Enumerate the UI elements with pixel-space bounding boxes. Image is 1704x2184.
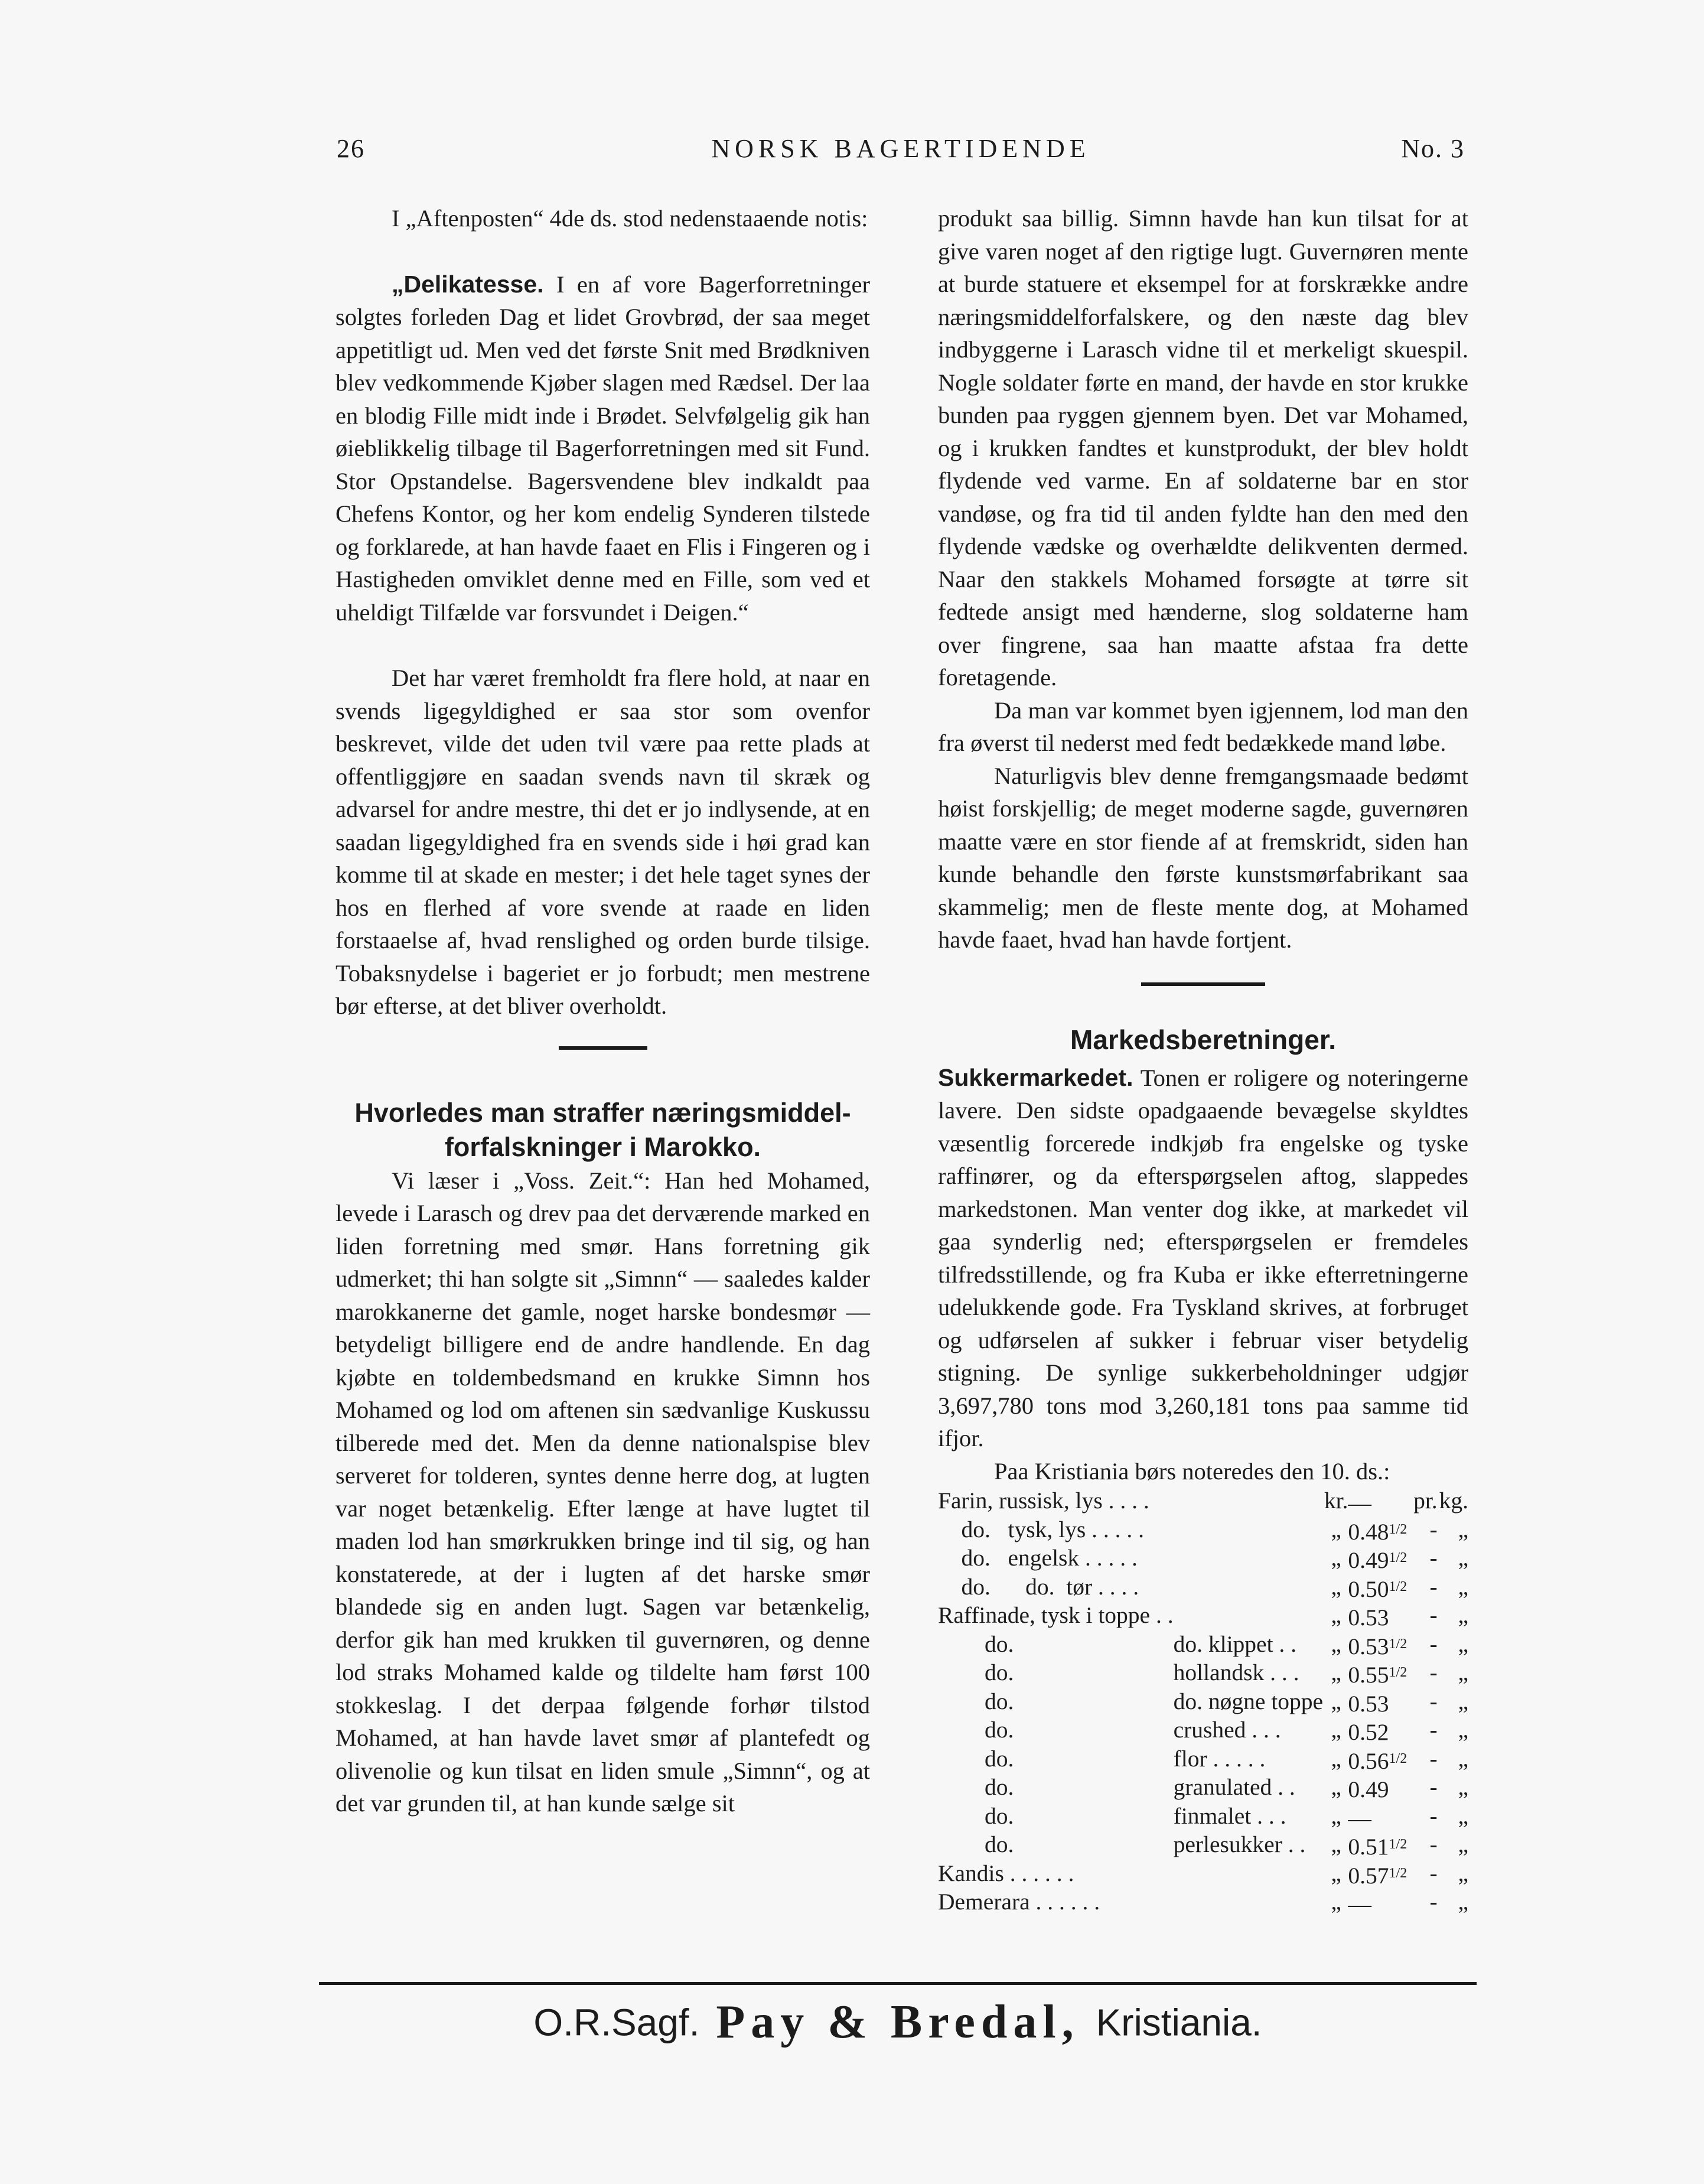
price-variant: finmalet . . . xyxy=(1173,1802,1286,1829)
price-value-main: — xyxy=(1348,1891,1371,1917)
article-paragraph: Vi læser i „Voss. Zeit.“: Han hed Mohamed, levede i Larasch og drev paa det derværende marked en liden forretning med smør. Hans forretning gik udmerket; thi han solgte sit „Simnn“ — saaledes kalder marokkanerne det gamle, noget harske bondesmør — betydeligt billigere end de andre handlende. En dag kjøbte en toldembedsmand en krukke Simnn hos Mohamed og lod om aftenen sin sædvanlige Kuskussu tilberede med det. Men da denne nationalspise blev serveret for tolderen, syntes denne herre dog, at lugten var noget betænkelig. Efter længe at have lugtet til maden lod han smørkrukken bringe ind til sig, og han konstaterede, at der i lugten af det harske smør blandede sig en anden lugt. Sagen var betænkelig, derfor gik han med krukken til guvernøren, og denne lod straks Mohamed kalde og tildelte ham først 100 stokkeslag. I det derpaa følgende forhør tilstod Mohamed, at han havde lavet smør af plantefedt og olivenolie og kun tilsat en liden smule „Simnn“, og at det var grunden til, at han kunde sælge sit xyxy=(335,1167,870,1817)
price-per: - xyxy=(1429,1573,1438,1600)
price-value-fraction: 1/2 xyxy=(1389,1521,1407,1537)
imprint-city: Kristiania. xyxy=(1096,2001,1262,2044)
article-heading-line-1: Hvorledes man straffer næringsmiddel- xyxy=(354,1097,851,1128)
price-variant: hollandsk . . . xyxy=(1173,1659,1299,1685)
price-unit: „ xyxy=(1458,1774,1468,1800)
price-value xyxy=(1348,1516,1410,1545)
notice-lead: „Delikatesse. xyxy=(392,270,544,298)
price-value-main: 0.53 xyxy=(1348,1690,1389,1717)
price-ditto: „ xyxy=(1331,1516,1341,1542)
notice-body: I en af vore Bagerforretninger solgtes forleden Dag et lidet Grovbrød, der saa meget appetitligt ud. Men ved det første Snit med Brødkniven blev vedkommende Kjøber slagen med Rædsel. Der laa en blodig Fille midt inde i Brødet. Selvfølgelig gik han øieblikkelig tilbage til Bagerforretningen med sit Fund. Stor Opstandelse. Bagersvendene blev indkaldt paa Chefens Kontor, og her kom endelig Synderen tilstede og forklarede, at han havde faaet en Flis i Fingeren og i Hastigheden omviklet denne med en Fille, som ved et uheldigt Tilfælde var forsvundet i Deigen.“ xyxy=(335,271,870,626)
price-value xyxy=(1348,1860,1410,1889)
footer-rule xyxy=(319,1982,1477,1985)
publication-title: NORSK BAGERTIDENDE xyxy=(711,134,1090,163)
right-column xyxy=(938,202,1468,1918)
price-per: - xyxy=(1429,1889,1438,1915)
price-value xyxy=(1348,1746,1410,1775)
price-variant xyxy=(1174,1889,1324,1918)
price-ditto: „ xyxy=(1331,1802,1341,1829)
price-per: - xyxy=(1429,1545,1438,1571)
price-ditto: „ xyxy=(1331,1717,1341,1743)
price-product: do. xyxy=(938,1717,1014,1743)
price-unit: „ xyxy=(1458,1860,1468,1886)
price-intro: Paa Kristiania børs noteredes den 10. ds.: xyxy=(994,1457,1390,1485)
price-variant xyxy=(1174,1488,1324,1516)
price-value-fraction: 1/2 xyxy=(1389,1750,1407,1766)
article-paragraph-2: Da man var kommet byen igjennem, lod man den fra øverst til nederst med fedt bedækkede mand løbe. xyxy=(938,696,1468,756)
price-value-main: — xyxy=(1348,1490,1371,1516)
price-ditto: kr. xyxy=(1324,1488,1348,1513)
price-product: do. xyxy=(938,1688,1014,1714)
price-variant: do. klippet . . xyxy=(1173,1630,1297,1657)
price-per: - xyxy=(1429,1774,1438,1800)
commentary-paragraph: Det har været fremholdt fra flere hold, at naar en svends ligegyldighed er saa stor som ovenfor beskrevet, vilde det uden tvil være paa rette plads at offentliggjøre en saadan svends navn til skræk og advarsel for andre mestre, thi det er jo indlysende, at en saadan ligegyldighed fra en svends side i høi grad kan komme til at skade en mester; i det hele taget synes der hos en flerhed af vore svende at raade en liden forstaaelse af, hvad renslighed og orden burde tilsige. Tobaksnydelse i bageriet er jo forbudt; men mestrene bør efterse, at det bliver overholdt. xyxy=(335,665,870,1019)
price-value-main: 0.53 xyxy=(1348,1633,1389,1659)
price-value-fraction: 1/2 xyxy=(1389,1578,1407,1594)
price-value-main: 0.48 xyxy=(1348,1518,1389,1545)
price-per: - xyxy=(1429,1630,1438,1657)
article-heading-line-2: forfalskninger i Marokko. xyxy=(444,1131,761,1162)
price-product: Demerara . . . . . . xyxy=(938,1889,1100,1915)
price-value xyxy=(1348,1803,1410,1832)
price-value xyxy=(1348,1631,1410,1660)
price-product: do. xyxy=(938,1774,1014,1800)
price-row xyxy=(938,1545,1468,1574)
price-row xyxy=(938,1774,1468,1803)
quoted-notice xyxy=(335,268,870,629)
price-product: Kandis . . . . . . xyxy=(938,1860,1074,1886)
price-variant: crushed . . . xyxy=(1173,1717,1281,1743)
page-number: 26 xyxy=(337,134,365,163)
price-variant: do. nøgne toppe xyxy=(1173,1688,1324,1714)
price-ditto: „ xyxy=(1331,1573,1341,1600)
intro-paragraph: I „Aftenposten“ 4de ds. stod nedenstaaende notis: xyxy=(392,205,868,232)
price-unit: „ xyxy=(1458,1745,1468,1772)
price-value-main: 0.53 xyxy=(1348,1604,1389,1630)
price-value xyxy=(1348,1488,1410,1516)
price-ditto: „ xyxy=(1331,1602,1341,1628)
price-ditto: „ xyxy=(1331,1659,1341,1685)
price-value-main: 0.57 xyxy=(1348,1862,1389,1889)
price-value-main: 0.51 xyxy=(1348,1834,1389,1860)
issue-number: No. 3 xyxy=(1401,134,1465,163)
price-value-fraction: 1/2 xyxy=(1389,1636,1407,1652)
price-row xyxy=(938,1659,1468,1688)
left-column xyxy=(335,202,870,1820)
price-ditto: „ xyxy=(1331,1545,1341,1571)
price-product: do. xyxy=(938,1745,1014,1772)
price-row xyxy=(938,1803,1468,1832)
price-ditto: „ xyxy=(1331,1860,1341,1886)
price-unit: kg. xyxy=(1439,1488,1468,1513)
price-value xyxy=(1348,1774,1410,1803)
price-value-fraction: 1/2 xyxy=(1389,1837,1407,1852)
price-unit: „ xyxy=(1458,1889,1468,1915)
price-unit: „ xyxy=(1458,1717,1468,1743)
price-value-main: 0.56 xyxy=(1348,1747,1389,1774)
price-row xyxy=(938,1889,1468,1918)
article-continuation: produkt saa billig. Simnn havde han kun tilsat for at give varen noget af den rigtige lugt. Guvernøren mente at burde statuere et eksempel for at forskrække andre næringsmiddelforfalskere, og den næste dag blev indbyggerne i Larasch vidne til et merkeligt skuespil. Nogle soldater førte en mand, der havde en stor krukke bunden paa ryggen gjennem byen. Det var Mohamed, og i krukken fandtes et kunstprodukt, der blev holdt flydende ved varme. En af soldaterne bar en stor vandøse, og fra tid til anden fyldte han den med den flydende vædske og overhældte delikventen dermed. Naar den stakkels Mohamed forsøgte at tørre sit fedtede ansigt med hænderne, slog soldaterne ham over fingrene, saa han maatte afstaa fra dette foretagende. xyxy=(938,205,1468,691)
market-report xyxy=(938,1062,1468,1455)
price-per: - xyxy=(1429,1717,1438,1743)
price-unit: „ xyxy=(1458,1802,1468,1829)
price-value xyxy=(1348,1659,1410,1688)
price-unit: „ xyxy=(1458,1659,1468,1685)
price-row xyxy=(938,1602,1468,1631)
price-product: do. tysk, lys . . . . . xyxy=(938,1516,1144,1542)
price-per: - xyxy=(1429,1860,1438,1886)
price-ditto: „ xyxy=(1331,1745,1341,1772)
price-variant xyxy=(1174,1574,1324,1603)
price-product: do. do. tør . . . . xyxy=(938,1573,1139,1600)
price-product: do. xyxy=(938,1630,1014,1657)
printer-imprint xyxy=(319,1996,1477,2049)
price-variant: granulated . . xyxy=(1173,1774,1295,1800)
price-row xyxy=(938,1688,1468,1717)
price-product: do. engelsk . . . . . xyxy=(938,1545,1138,1571)
price-row xyxy=(938,1631,1468,1660)
price-per: - xyxy=(1429,1802,1438,1829)
market-heading: Markedsberetninger. xyxy=(1070,1024,1336,1055)
price-value-main: 0.52 xyxy=(1348,1719,1389,1745)
price-value-main: 0.55 xyxy=(1348,1662,1389,1688)
imprint-left: O.R.Sagf. xyxy=(533,2001,700,2044)
price-value-main: 0.50 xyxy=(1348,1576,1389,1602)
price-unit: „ xyxy=(1458,1831,1468,1857)
price-unit: „ xyxy=(1458,1545,1468,1571)
price-product: do. xyxy=(938,1831,1014,1857)
price-row xyxy=(938,1516,1468,1545)
price-unit: „ xyxy=(1458,1602,1468,1628)
price-row xyxy=(938,1860,1468,1889)
price-product: Raffinade, tysk i toppe . . xyxy=(938,1602,1174,1628)
price-unit: „ xyxy=(1458,1630,1468,1657)
price-per: - xyxy=(1429,1659,1438,1685)
price-per: - xyxy=(1429,1602,1438,1628)
price-ditto: „ xyxy=(1331,1630,1341,1657)
price-product: Farin, russisk, lys . . . . xyxy=(938,1488,1149,1513)
price-variant: flor . . . . . xyxy=(1173,1745,1266,1772)
price-value-fraction: 1/2 xyxy=(1389,1550,1407,1565)
price-variant xyxy=(1174,1545,1324,1574)
price-value-main: — xyxy=(1348,1805,1371,1831)
price-ditto: „ xyxy=(1331,1688,1341,1714)
price-value xyxy=(1348,1831,1410,1860)
price-row xyxy=(938,1488,1468,1516)
article-paragraph-3: Naturligvis blev denne fremgangsmaade bedømt høist forskjellig; de meget moderne sagde, guvernøren maatte være en stor fiende af at fremskridt, siden han kunde behandle den første kunstsmørfabrikant saa skammelig; men de fleste mente dog, at Mohamed havde faaet, hvad han havde fortjent. xyxy=(938,762,1468,953)
price-value-fraction: 1/2 xyxy=(1389,1665,1407,1680)
price-per: pr. xyxy=(1413,1488,1438,1513)
price-value xyxy=(1348,1602,1410,1631)
price-variant xyxy=(1174,1516,1324,1545)
price-value xyxy=(1348,1717,1410,1746)
price-per: - xyxy=(1429,1831,1438,1857)
price-value xyxy=(1348,1889,1410,1918)
price-per: - xyxy=(1429,1745,1438,1772)
price-ditto: „ xyxy=(1331,1889,1341,1915)
imprint-printer: Pay & Bredal, xyxy=(716,1996,1080,2048)
price-row xyxy=(938,1831,1468,1860)
price-product: do. xyxy=(938,1659,1014,1685)
price-unit: „ xyxy=(1458,1573,1468,1600)
price-variant: perlesukker . . xyxy=(1173,1831,1306,1857)
price-row xyxy=(938,1574,1468,1603)
price-per: - xyxy=(1429,1516,1438,1542)
price-value-main: 0.49 xyxy=(1348,1547,1389,1573)
running-head xyxy=(331,134,1471,169)
price-variant xyxy=(1174,1602,1324,1631)
price-row xyxy=(938,1746,1468,1775)
price-value-fraction: 1/2 xyxy=(1389,1865,1407,1881)
price-ditto: „ xyxy=(1331,1831,1341,1857)
price-ditto: „ xyxy=(1331,1774,1341,1800)
market-lead: Sukkermarkedet. xyxy=(938,1063,1133,1091)
price-value xyxy=(1348,1688,1410,1717)
price-value xyxy=(1348,1545,1410,1574)
price-table xyxy=(938,1488,1468,1918)
price-value-main: 0.49 xyxy=(1348,1776,1389,1802)
price-row xyxy=(938,1717,1468,1746)
price-unit: „ xyxy=(1458,1516,1468,1542)
article-heading xyxy=(335,1096,870,1164)
price-variant xyxy=(1174,1860,1324,1889)
price-unit: „ xyxy=(1458,1688,1468,1714)
market-body: Tonen er roligere og noteringerne lavere. Den sidste opadgaaende bevægelse skyldtes væsentlig forcerede indkjøb fra engelske og tyske raffinører, og da efterspørgselen aftog, slappedes markedstonen. Man venter dog ikke, at markedet vil gaa synderlig ned; efterspørgselen er fremdeles tilfredsstillende, og fra Kuba er ikke efterretningerne udelukkende gode. Fra Tyskland skrives, at forbruget og udførselen af sukker i februar viser betydelig stigning. De synlige sukkerbeholdninger udgjør 3,697,780 tons mod 3,260,181 tons paa samme tid ifjor. xyxy=(938,1064,1468,1451)
price-per: - xyxy=(1429,1688,1438,1714)
price-value xyxy=(1348,1574,1410,1603)
price-product: do. xyxy=(938,1802,1014,1829)
